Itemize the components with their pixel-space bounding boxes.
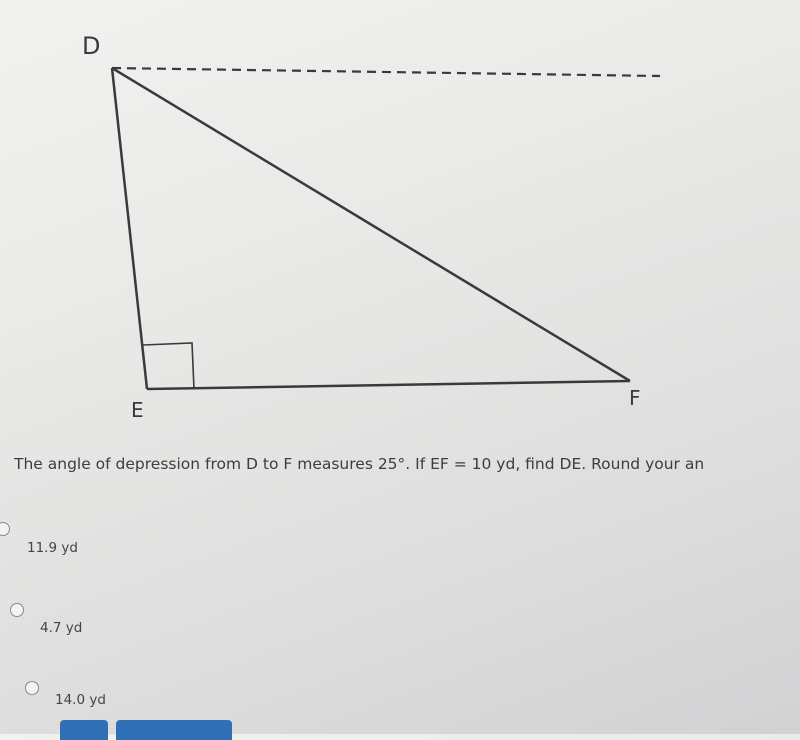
side-de — [112, 68, 147, 389]
horizontal-dashed-line — [112, 68, 660, 76]
side-ef — [147, 381, 630, 389]
vertex-label-e: E — [131, 398, 144, 422]
action-button-1[interactable] — [60, 720, 108, 740]
action-button-2[interactable] — [116, 720, 232, 740]
radio-button-icon[interactable] — [25, 681, 39, 695]
answer-option-label: 4.7 yd — [40, 620, 83, 636]
radio-button-icon[interactable] — [0, 522, 10, 536]
side-df — [112, 68, 630, 381]
answer-option-2[interactable] — [0, 598, 200, 643]
answer-option-3[interactable] — [0, 676, 200, 716]
answer-option-label: 11.9 yd — [27, 540, 78, 556]
right-angle-marker — [143, 343, 194, 389]
answer-option-1[interactable] — [0, 518, 200, 563]
answer-option-label: 14.0 yd — [55, 692, 106, 708]
vertex-label-d: D — [82, 32, 101, 60]
radio-button-icon[interactable] — [10, 603, 24, 617]
vertex-label-f: F — [629, 386, 641, 410]
question-text: The angle of depression from D to F measures 25°. If EF = 10 yd, find DE. Round your an — [14, 455, 705, 473]
